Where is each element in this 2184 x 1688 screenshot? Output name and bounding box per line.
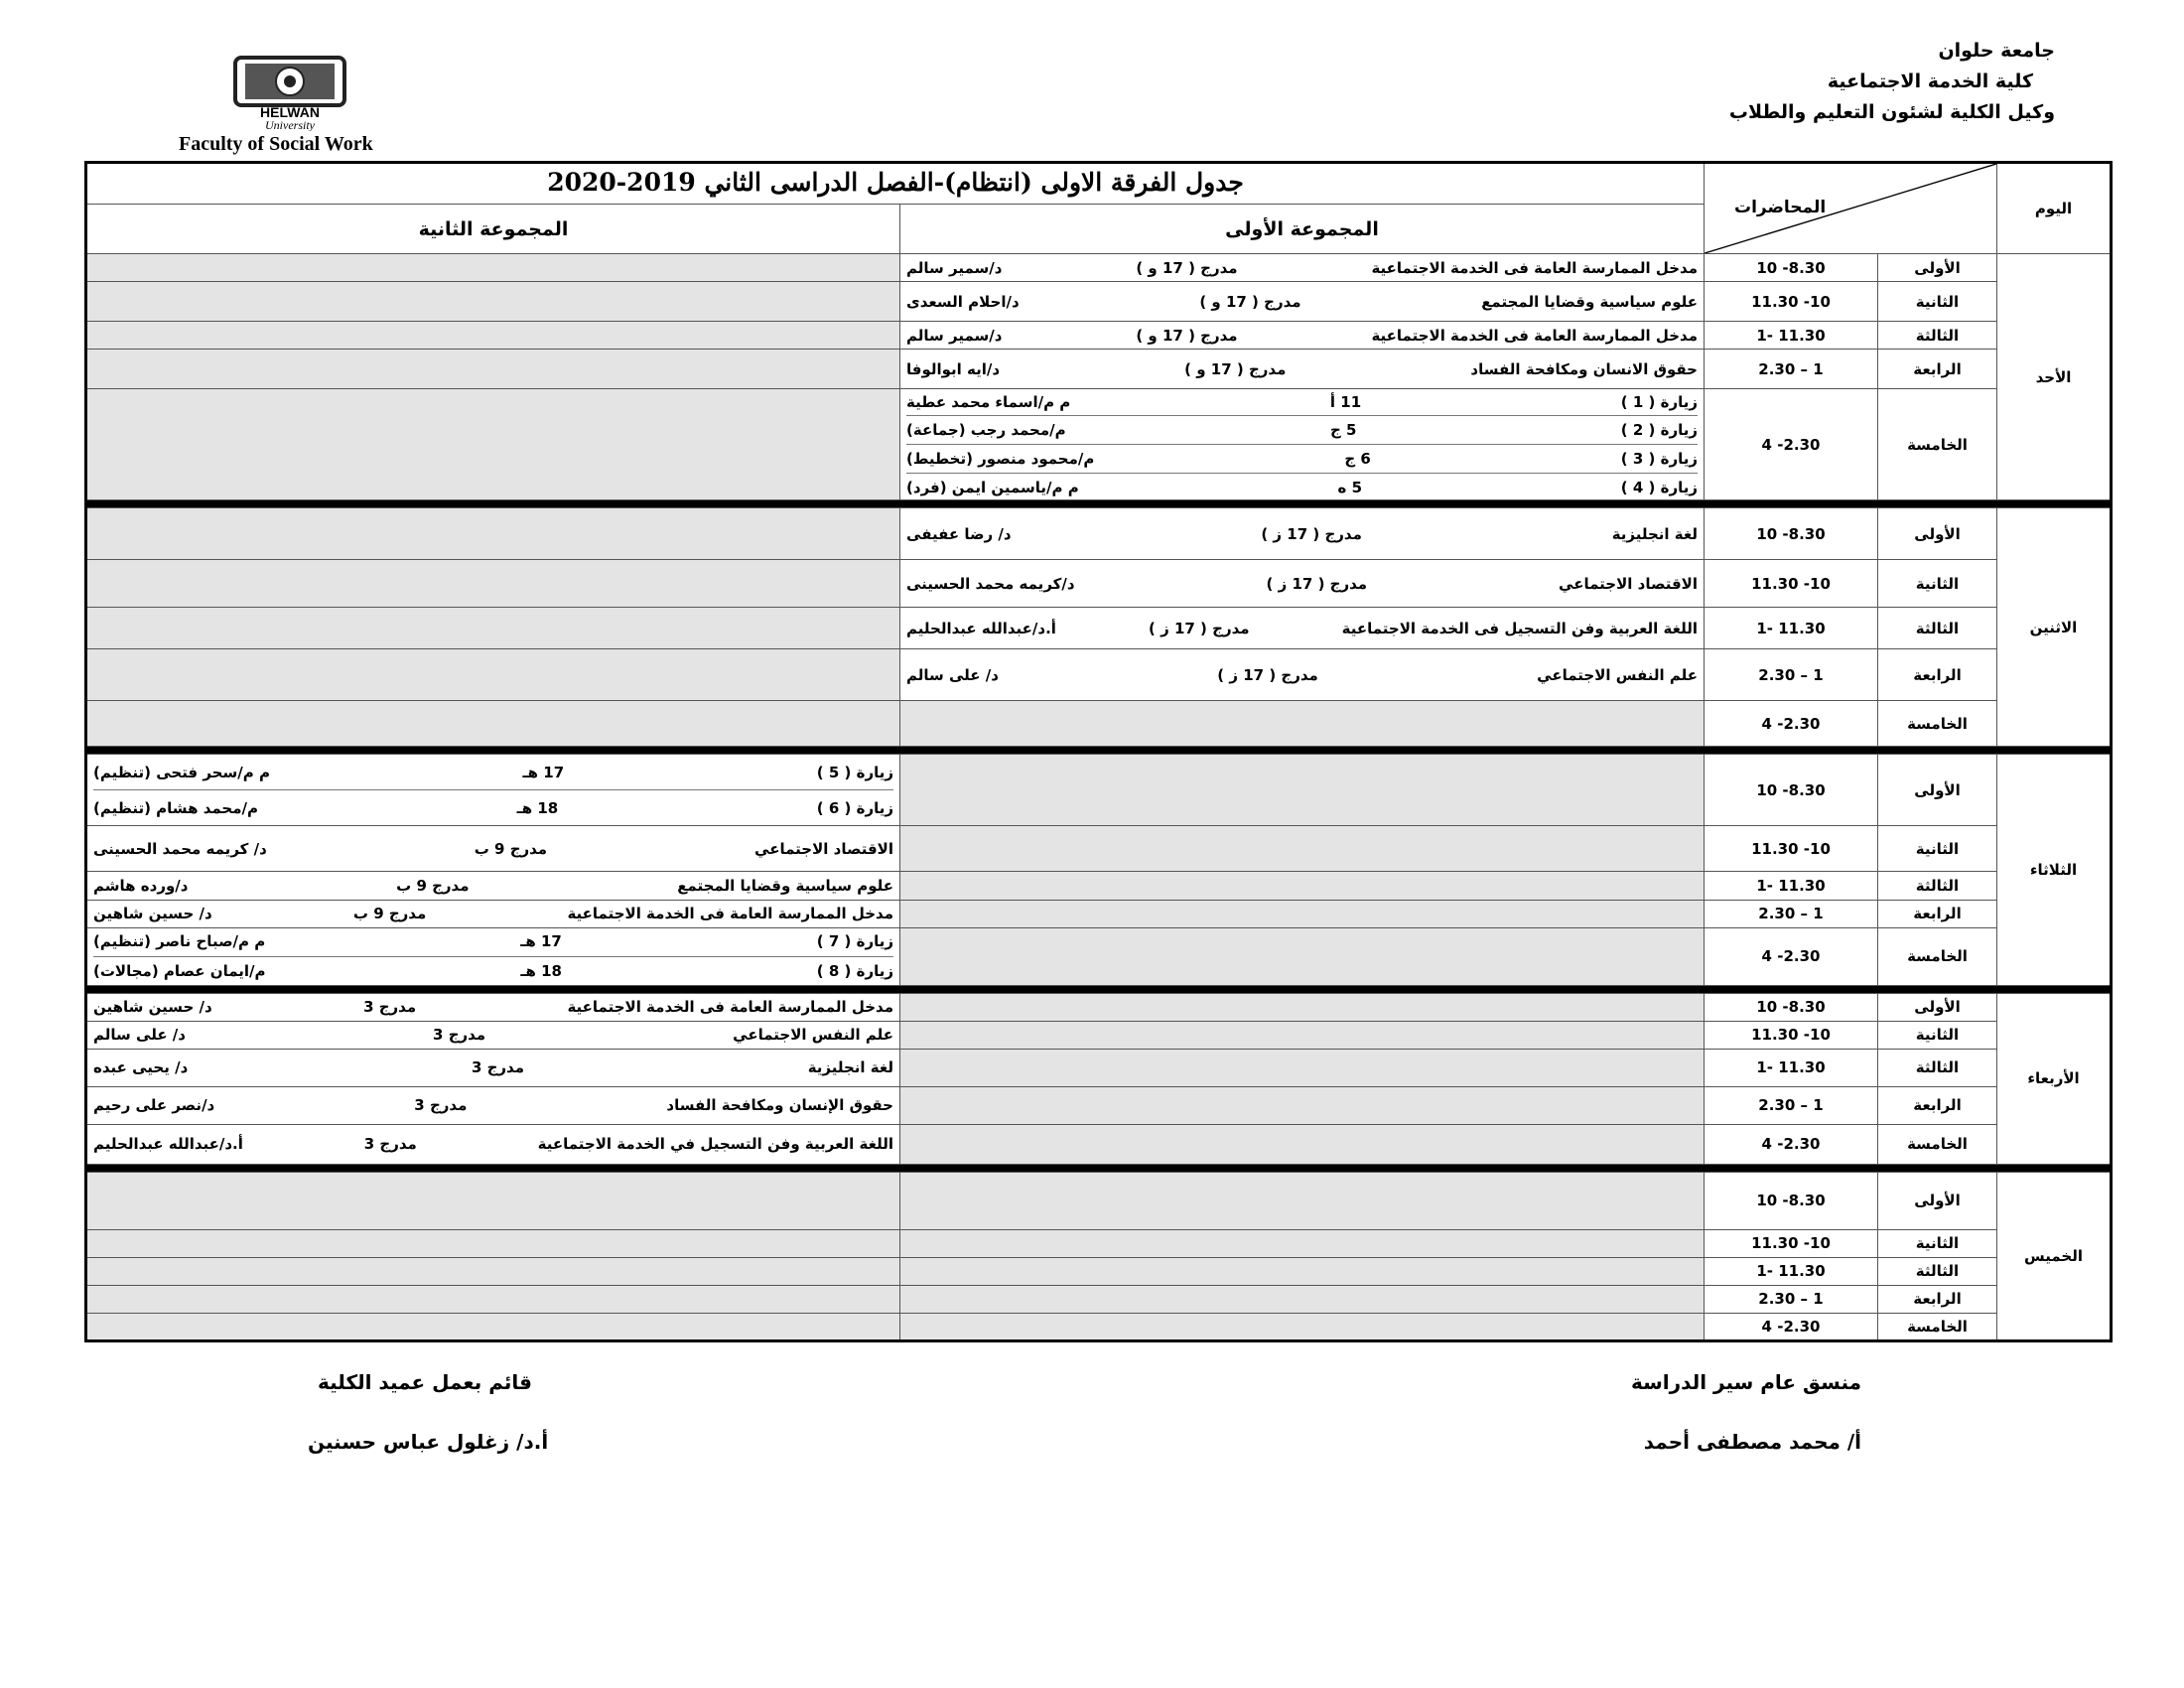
empty-cell (86, 254, 900, 282)
slot-name: الأولى (1878, 508, 1997, 560)
visit-room: 11 أ (1329, 392, 1362, 411)
slot-time: 11.30 -1 (1705, 322, 1878, 350)
slot-name: الأولى (1878, 993, 1997, 1021)
hall: مدرج ( 17 ز ) (1217, 665, 1318, 684)
lecture-line (93, 1135, 893, 1153)
lecture-line (906, 666, 1698, 684)
empty-cell (86, 508, 900, 560)
table-row (86, 560, 2112, 608)
day-name: الأحد (1997, 254, 2112, 500)
slot-time: 8.30- 10 (1705, 755, 1878, 826)
coordinator-title: منسق عام سير الدراسة (1630, 1370, 1861, 1394)
visit-supervisor: م/ايمان عصام (مجالات) (93, 961, 266, 980)
lecturer: د/ورده هاشم (93, 876, 189, 895)
slot-time: 2.30- 4 (1705, 1313, 1878, 1340)
visit-label: زيارة ( 3 ) (1620, 450, 1698, 469)
course-name: حقوق الإنسان ومكافحة الفساد (666, 1096, 893, 1115)
slot-name: الثالثة (1878, 872, 1997, 900)
visit-label: زيارة ( 7 ) (816, 932, 893, 951)
lecturer: أ.د/عبدالله عبدالحليم (93, 1135, 243, 1154)
day-name: الثلاثاء (1997, 755, 2112, 985)
course-name: حقوق الانسان ومكافحة الفساد (1470, 359, 1698, 378)
empty-cell (900, 1313, 1705, 1340)
lecturer: د/سمير سالم (906, 258, 1003, 277)
table-row (86, 1257, 2112, 1285)
lecture-cell (86, 1124, 900, 1164)
table-row (86, 608, 2112, 649)
lecturer: أ.د/عبدالله عبدالحليم (906, 619, 1056, 637)
hall: مدرج 9 ب (352, 905, 427, 922)
lecture-line (906, 360, 1698, 378)
hall: مدرج ( 17 و ) (1136, 258, 1238, 277)
lectures-column-header: المحاضرات (1705, 163, 1997, 254)
slot-time: 1 – 2.30 (1705, 900, 1878, 927)
helwan-logo-icon (210, 52, 369, 131)
slot-name: الرابعة (1878, 1285, 1997, 1313)
lecture-cell (900, 649, 1705, 701)
course-name: اللغة العربية وفن التسجيل في الخدمة الاجتماعية (537, 1135, 893, 1154)
slot-time: 1 – 2.30 (1705, 350, 1878, 389)
day-name: الاثنين (1997, 508, 2112, 747)
visits-cell (86, 755, 900, 826)
lecture-line (93, 877, 893, 895)
lecturer: د/ يحيى عبده (93, 1058, 189, 1077)
visit-line (93, 927, 893, 957)
table-row (86, 1285, 2112, 1313)
table-row (86, 389, 2112, 500)
slot-name: الثانية (1878, 282, 1997, 322)
university-header (1459, 36, 2055, 128)
lecture-cell (900, 560, 1705, 608)
hall: مدرج 3 (363, 1135, 417, 1154)
slot-time: 8.30- 10 (1705, 1172, 1878, 1229)
empty-cell (900, 701, 1705, 747)
empty-cell (900, 1049, 1705, 1086)
slot-time: 10- 11.30 (1705, 560, 1878, 608)
lecturer: د/نصر على رحيم (93, 1096, 215, 1115)
table-row (86, 900, 2112, 927)
course-name: مدخل الممارسة العامة فى الخدمة الاجتماعية (567, 998, 893, 1017)
empty-cell (900, 872, 1705, 900)
slot-time: 2.30- 4 (1705, 389, 1878, 500)
hall: مدرج ( 17 و ) (1184, 359, 1287, 378)
lecture-cell (86, 872, 900, 900)
day-column-header: اليوم (1997, 163, 2112, 254)
table-row (86, 1229, 2112, 1257)
visit-room: 18 هـ (516, 799, 559, 818)
visit-label: زيارة ( 8 ) (816, 961, 893, 980)
course-name: مدخل الممارسة العامة فى الخدمة الاجتماعية (1371, 326, 1698, 345)
slot-time: 8.30- 10 (1705, 254, 1878, 282)
table-row (86, 649, 2112, 701)
table-row (86, 927, 2112, 985)
visit-line (906, 445, 1698, 474)
course-name: مدخل الممارسة العامة فى الخدمة الاجتماعية (567, 905, 893, 922)
lecture-cell (900, 322, 1705, 350)
empty-cell (900, 755, 1705, 826)
slot-name: الثالثة (1878, 608, 1997, 649)
schedule-title: جدول الفرقة الاولى (انتظام)-الفصل الدراسى الثاني 2019-2020 (547, 168, 1244, 197)
visit-room: 17 هـ (522, 763, 565, 781)
table-row (86, 1049, 2112, 1086)
slot-name: الثالثة (1878, 322, 1997, 350)
slot-time: 1 – 2.30 (1705, 1086, 1878, 1124)
table-row (86, 282, 2112, 322)
slot-name: الخامسة (1878, 927, 1997, 985)
slot-time: 2.30- 4 (1705, 1124, 1878, 1164)
table-row (86, 1021, 2112, 1049)
hall: مدرج ( 17 ز ) (1149, 619, 1250, 637)
group2-header: المجموعة الثانية (86, 205, 900, 254)
lecture-line (906, 525, 1698, 543)
slot-name: الأولى (1878, 755, 1997, 826)
slot-time: 10- 11.30 (1705, 282, 1878, 322)
course-name: مدخل الممارسة العامة فى الخدمة الاجتماعية (1371, 258, 1698, 277)
lecture-line (906, 620, 1698, 637)
empty-cell (900, 900, 1705, 927)
course-name: اللغة العربية وفن التسجيل فى الخدمة الاجتماعية (1341, 619, 1698, 637)
lecturer: د/ حسين شاهين (93, 905, 212, 922)
empty-cell (900, 1124, 1705, 1164)
day-separator (86, 1164, 2112, 1172)
empty-cell (900, 1285, 1705, 1313)
day-separator (86, 985, 2112, 993)
slot-name: الثالثة (1878, 1257, 1997, 1285)
visit-label: زيارة ( 4 ) (1620, 478, 1698, 496)
hall: مدرج 3 (363, 998, 417, 1017)
empty-cell (86, 1257, 900, 1285)
lecture-line (93, 1096, 893, 1114)
slot-time: 1 – 2.30 (1705, 1285, 1878, 1313)
slot-time: 10- 11.30 (1705, 826, 1878, 872)
group1-header: المجموعة الأولى (900, 205, 1705, 254)
lecture-line (906, 293, 1698, 311)
visit-room: 18 هـ (520, 961, 562, 980)
slot-time: 11.30 -1 (1705, 1049, 1878, 1086)
lecture-cell (86, 900, 900, 927)
lecture-cell (86, 1086, 900, 1124)
slot-name: الخامسة (1878, 389, 1997, 500)
acting-dean-name: أ.د/ زغلول عباس حسنين (308, 1430, 549, 1454)
visit-line (906, 416, 1698, 445)
empty-cell (86, 1313, 900, 1340)
lecturer: د/سمير سالم (906, 326, 1003, 345)
table-row (86, 826, 2112, 872)
visit-label: زيارة ( 5 ) (816, 763, 893, 781)
slot-name: الثانية (1878, 560, 1997, 608)
hall: مدرج 3 (433, 1026, 486, 1045)
slot-name: الرابعة (1878, 649, 1997, 701)
visit-supervisor: م/محمود منصور (تخطيط) (906, 450, 1095, 469)
course-name: علم النفس الاجتماعي (1537, 665, 1698, 684)
slot-time: 10- 11.30 (1705, 1021, 1878, 1049)
course-name: لغة انجليزية (807, 1058, 893, 1077)
course-name: علم النفس الاجتماعي (733, 1026, 893, 1045)
visit-line (906, 389, 1698, 417)
empty-cell (86, 1229, 900, 1257)
table-row (86, 508, 2112, 560)
visit-line (93, 790, 893, 826)
lecturer: د/ايه ابوالوفا (906, 359, 1001, 378)
hall: مدرج 9 ب (396, 876, 470, 895)
empty-cell (86, 560, 900, 608)
lecturer: د/ على سالم (906, 665, 999, 684)
slot-time: 8.30- 10 (1705, 993, 1878, 1021)
empty-cell (900, 993, 1705, 1021)
lecture-line (93, 1026, 893, 1044)
table-row (86, 322, 2112, 350)
faculty-name-ar: كلية الخدمة الاجتماعية (1827, 70, 2033, 92)
hall: مدرج ( 17 ز ) (1266, 574, 1368, 593)
day-name: الخميس (1997, 1172, 2112, 1340)
day-separator (86, 747, 2112, 755)
lecture-line (93, 1058, 893, 1076)
hall: مدرج ( 17 و ) (1199, 292, 1301, 311)
visit-line (906, 474, 1698, 500)
visit-label: زيارة ( 6 ) (816, 799, 893, 818)
slot-time: 11.30 -1 (1705, 608, 1878, 649)
lecture-line (906, 575, 1698, 593)
table-row (86, 1124, 2112, 1164)
schedule-table (84, 161, 2113, 1342)
lecturer: د/ على سالم (93, 1026, 186, 1045)
table-row (86, 350, 2112, 389)
lecture-line (906, 259, 1698, 277)
table-row (86, 993, 2112, 1021)
table-row (86, 1086, 2112, 1124)
course-name: علوم سياسية وقضايا المجتمع (677, 876, 893, 895)
visit-room: 5 ه (1337, 478, 1363, 496)
hall: مدرج ( 17 و ) (1136, 326, 1238, 345)
course-name: الاقتصاد الاجتماعي (1559, 574, 1698, 593)
slot-name: الثانية (1878, 1021, 1997, 1049)
visit-room: 6 ج (1344, 450, 1371, 469)
hall: مدرج 9 ب (474, 839, 548, 858)
course-name: لغة انجليزية (1611, 524, 1698, 543)
day-name: الأربعاء (1997, 993, 2112, 1164)
day-separator-line (86, 985, 2112, 993)
slot-time: 11.30 -1 (1705, 872, 1878, 900)
lecture-cell (86, 1021, 900, 1049)
hall: مدرج 3 (414, 1096, 468, 1115)
table-row (86, 1313, 2112, 1340)
visit-label: زيارة ( 2 ) (1620, 421, 1698, 440)
slot-time: 2.30- 4 (1705, 927, 1878, 985)
lecture-line (93, 905, 893, 922)
slot-name: الثانية (1878, 1229, 1997, 1257)
slot-name: الثانية (1878, 826, 1997, 872)
lecture-cell (900, 508, 1705, 560)
vice-dean-title: وكيل الكلية لشئون التعليم والطلاب (1728, 101, 2055, 123)
day-separator-line (86, 500, 2112, 508)
lecture-cell (900, 608, 1705, 649)
lecturer: د/كريمه محمد الحسينى (906, 574, 1075, 593)
lecture-line (906, 327, 1698, 345)
empty-cell (900, 1229, 1705, 1257)
table-row (86, 701, 2112, 747)
hall: مدرج ( 17 ز ) (1261, 524, 1362, 543)
lecture-cell (86, 1049, 900, 1086)
lecturer: د/ رضا عفيفى (906, 524, 1012, 543)
lecturer: د/ حسين شاهين (93, 998, 212, 1017)
day-separator-line (86, 747, 2112, 755)
schedule-title-cell (86, 163, 1705, 205)
lecture-cell (86, 826, 900, 872)
empty-cell (900, 1021, 1705, 1049)
visit-supervisor: م م/صباح ناصر (تنظيم) (93, 932, 266, 951)
visit-supervisor: م م/ياسمين ايمن (فرد) (906, 478, 1079, 496)
schedule-table-wrapper (84, 161, 2110, 1342)
table-row (86, 755, 2112, 826)
slot-time: 10- 11.30 (1705, 1229, 1878, 1257)
visit-label: زيارة ( 1 ) (1620, 392, 1698, 411)
course-name: الاقتصاد الاجتماعي (754, 839, 893, 858)
empty-cell (900, 1257, 1705, 1285)
lecture-cell (86, 993, 900, 1021)
faculty-name-en: Faculty of Social Work (179, 133, 373, 155)
empty-cell (86, 322, 900, 350)
lecturer: د/احلام السعدى (906, 292, 1020, 311)
empty-cell (900, 826, 1705, 872)
table-row (86, 1172, 2112, 1229)
lecture-cell (900, 350, 1705, 389)
empty-cell (900, 1086, 1705, 1124)
slot-name: الخامسة (1878, 701, 1997, 747)
slot-name: الخامسة (1878, 1313, 1997, 1340)
slot-time: 1 – 2.30 (1705, 649, 1878, 701)
visit-supervisor: م م/اسماء محمد عطية (906, 392, 1071, 411)
empty-cell (900, 1172, 1705, 1229)
day-separator (86, 500, 2112, 508)
visit-room: 5 ج (1329, 421, 1357, 440)
empty-cell (86, 350, 900, 389)
visit-supervisor: م م/سحر فتحى (تنظيم) (93, 763, 270, 781)
empty-cell (86, 608, 900, 649)
slot-name: الثالثة (1878, 1049, 1997, 1086)
empty-cell (86, 649, 900, 701)
slot-time: 8.30- 10 (1705, 508, 1878, 560)
empty-cell (86, 701, 900, 747)
table-row (86, 254, 2112, 282)
slot-name: الرابعة (1878, 900, 1997, 927)
empty-cell (900, 927, 1705, 985)
slot-time: 11.30 -1 (1705, 1257, 1878, 1285)
visits-cell (86, 927, 900, 985)
slot-name: الخامسة (1878, 1124, 1997, 1164)
university-name: جامعة حلوان (1938, 40, 2055, 62)
slot-time: 2.30- 4 (1705, 701, 1878, 747)
slot-name: الرابعة (1878, 1086, 1997, 1124)
empty-cell (86, 1172, 900, 1229)
day-separator-line (86, 1164, 2112, 1172)
slot-name: الأولى (1878, 254, 1997, 282)
lecture-cell (900, 282, 1705, 322)
slot-name: الرابعة (1878, 350, 1997, 389)
lecture-line (93, 998, 893, 1016)
visits-cell (900, 389, 1705, 500)
lecture-cell (900, 254, 1705, 282)
visit-supervisor: م/محمد رجب (جماعة) (906, 421, 1066, 440)
visit-supervisor: م/محمد هشام (تنظيم) (93, 799, 258, 818)
acting-dean-title: قائم بعمل عميد الكلية (318, 1370, 532, 1394)
table-row (86, 872, 2112, 900)
lecturer: د/ كريمه محمد الحسينى (93, 839, 267, 858)
visit-line (93, 957, 893, 986)
course-name: علوم سياسية وقضايا المجتمع (1481, 292, 1698, 311)
hall: مدرج 3 (471, 1058, 525, 1077)
svg-text:University: University (265, 118, 315, 131)
empty-cell (86, 389, 900, 500)
svg-text:HELWAN: HELWAN (260, 104, 320, 120)
empty-cell (86, 282, 900, 322)
slot-name: الأولى (1878, 1172, 1997, 1229)
visit-line (93, 755, 893, 791)
coordinator-name: أ/ محمد مصطفى أحمد (1643, 1430, 1861, 1454)
lecture-line (93, 840, 893, 858)
empty-cell (86, 1285, 900, 1313)
visit-room: 17 هـ (520, 932, 562, 951)
